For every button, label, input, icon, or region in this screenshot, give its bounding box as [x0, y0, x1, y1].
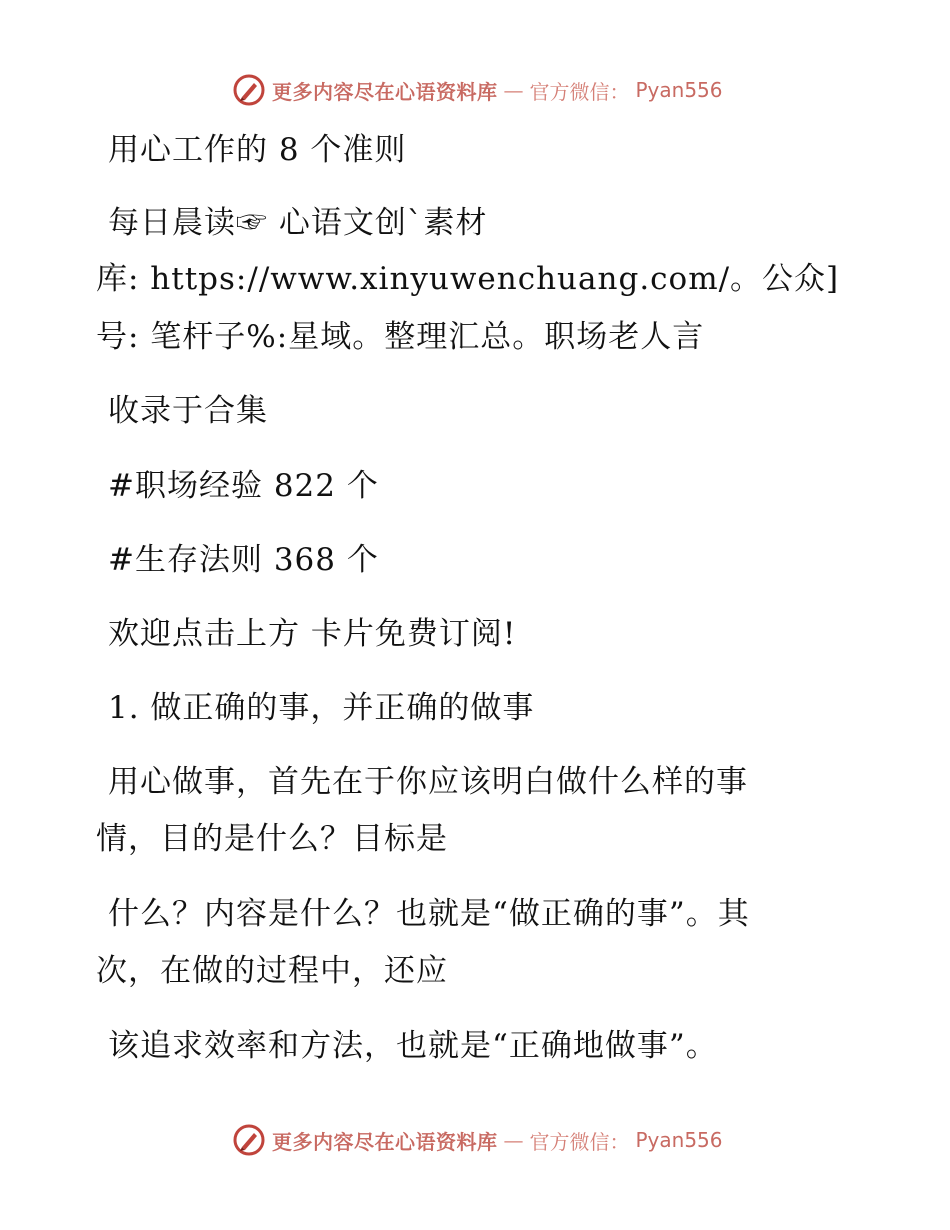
text-line: 用心做事，首先在于你应该明白做什么样的事 — [108, 764, 748, 800]
pen-emblem-icon — [232, 73, 266, 107]
text-line: 该追求效率和方法，也就是“正确地做事”。 — [108, 1028, 718, 1064]
header-watermark — [232, 70, 792, 110]
text-line: 什么？内容是什么？也就是“做正确的事”。其 — [108, 896, 750, 932]
watermark-dash: — — [503, 1128, 524, 1152]
text-line: 情，目的是什么？目标是 — [96, 821, 448, 857]
pen-emblem-icon — [232, 1123, 266, 1157]
watermark-wechat-label: 官方微信： — [529, 1129, 630, 1154]
text-line: 欢迎点击上方 卡片免费订阅! — [108, 616, 517, 652]
watermark-wechat-handle: Pyan556 — [635, 78, 723, 102]
document-title: 用心工作的 8 个准则 — [108, 132, 407, 168]
tag-line: #职场经验 822 个 — [108, 468, 379, 504]
tag-line: #生存法则 368 个 — [108, 542, 379, 578]
section-heading: 1. 做正确的事，并正确的做事 — [108, 690, 535, 726]
watermark-main-text: 更多内容尽在心语资料库 — [272, 79, 498, 104]
text-line: 号: 笔杆子%:星域。整理汇总。职场老人言 — [96, 319, 705, 355]
watermark-dash: — — [503, 78, 524, 102]
watermark-main-text: 更多内容尽在心语资料库 — [272, 1129, 498, 1154]
text-line: 次，在做的过程中，还应 — [96, 953, 448, 989]
text-line: 每日晨读☞ 心语文创`素材 — [108, 205, 488, 241]
watermark-wechat-label: 官方微信： — [529, 79, 630, 104]
footer-watermark — [232, 1120, 792, 1160]
text-line: 库: https://www.xinyuwenchuang.com/。公众] — [96, 261, 840, 297]
watermark-wechat-handle: Pyan556 — [635, 1128, 723, 1152]
text-line: 收录于合集 — [108, 393, 268, 429]
